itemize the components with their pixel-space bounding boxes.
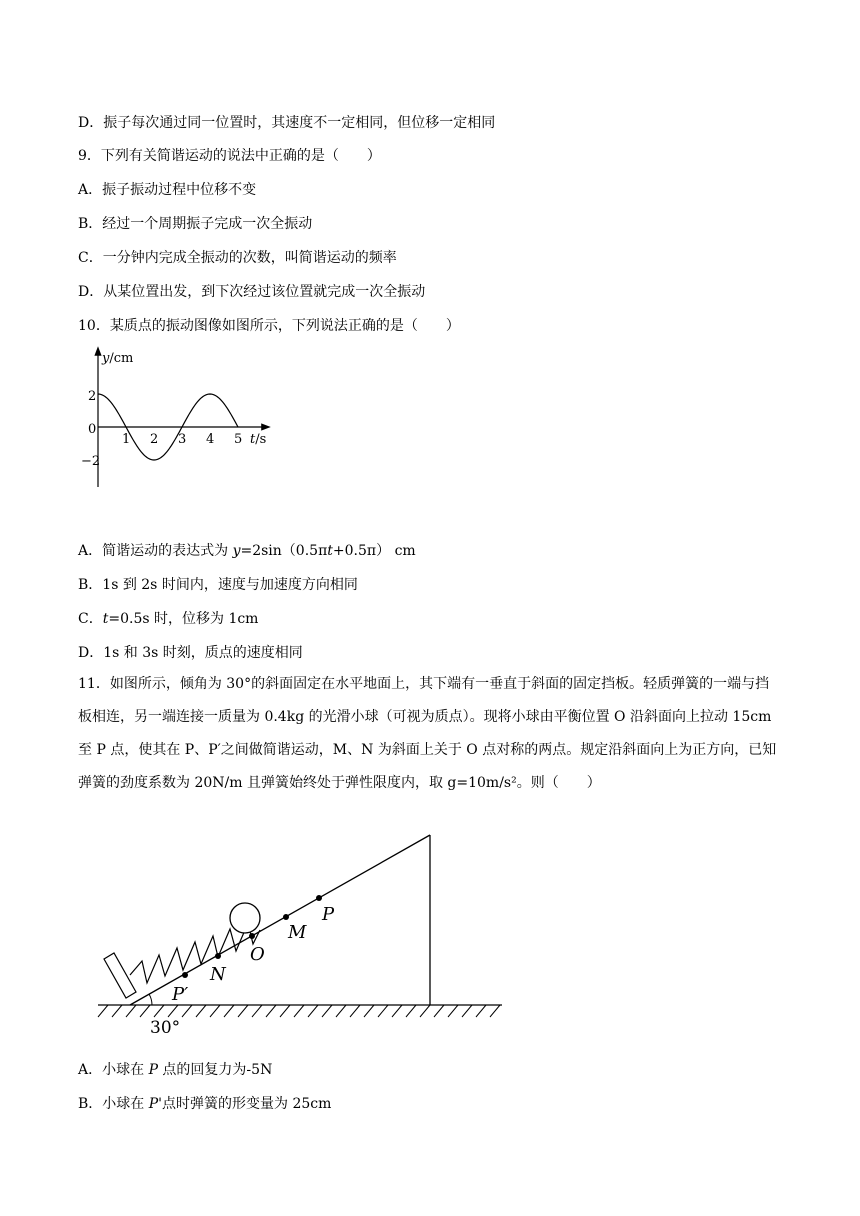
q10-option-b: B．1s 到 2s 时间内，速度与加速度方向相同 bbox=[78, 577, 358, 593]
q11-option-b: B．小球在 P'点时弹簧的形变量为 25cm bbox=[78, 1096, 332, 1112]
label-M: M bbox=[288, 922, 307, 943]
q9-stem: 9．下列有关简谐运动的说法中正确的是（ ） bbox=[78, 148, 381, 164]
incline-figure bbox=[90, 828, 520, 1038]
q9-option-c: C．一分钟内完成全振动的次数，叫简谐运动的频率 bbox=[78, 250, 397, 266]
ball bbox=[230, 903, 260, 933]
label-angle: 30° bbox=[150, 1018, 181, 1038]
q10-option-d: D．1s 和 3s 时刻，质点的速度相同 bbox=[78, 645, 303, 661]
x-tick-2: 2 bbox=[150, 432, 159, 447]
y-axis-label: y/cm bbox=[102, 351, 134, 366]
x-tick-3: 3 bbox=[178, 432, 187, 447]
point-O bbox=[249, 933, 255, 939]
q11-option-a: A．小球在 P 点的回复力为-5N bbox=[78, 1062, 273, 1078]
y-tick-0: 0 bbox=[88, 422, 97, 437]
y-tick-2: 2 bbox=[88, 389, 97, 404]
point-M bbox=[283, 914, 289, 920]
q10-option-a: A．简谐运动的表达式为 y=2sin（0.5πt+0.5π） cm bbox=[78, 543, 416, 559]
q10-stem: 10．某质点的振动图像如图所示，下列说法正确的是（ ） bbox=[78, 318, 460, 334]
incline-surface bbox=[130, 835, 430, 1005]
q8-option-d: D．振子每次通过同一位置时，其速度不一定相同，但位移一定相同 bbox=[78, 115, 496, 131]
point-N bbox=[215, 953, 221, 959]
point-Pprime bbox=[182, 972, 188, 978]
label-O: O bbox=[250, 944, 265, 965]
q11-stem: 11．如图所示，倾角为 30°的斜面固定在水平地面上，其下端有一垂直于斜面的固定挡板。轻质弹簧的一端与挡板相连，另一端连接一质量为 0.4kg 的光滑小球（可视为质点）。现将小球由平衡位置 O 沿斜面向上拉动 15cm 至 P 点，使其在 P、P′之间做简谐运动，M、N 为斜面上关于 O 点对称的两点。规定沿斜面向上为正方向，已知弹簧的劲度系数为 20N/m 且弹簧始终处于弹性限度内，取 g=10m/s²。则（ ） bbox=[78, 676, 777, 791]
label-Pprime: P′ bbox=[172, 984, 189, 1005]
x-tick-5: 5 bbox=[234, 432, 243, 447]
vibration-graph bbox=[78, 345, 278, 495]
q9-option-d: D．从某位置出发，到下次经过该位置就完成一次全振动 bbox=[78, 284, 426, 300]
angle-arc bbox=[149, 994, 152, 1005]
x-axis-label: t/s bbox=[250, 432, 267, 447]
ground-hatch bbox=[98, 1005, 500, 1017]
q9-option-b: B．经过一个周期振子完成一次全振动 bbox=[78, 216, 313, 232]
label-P: P bbox=[322, 904, 335, 925]
x-tick-4: 4 bbox=[206, 432, 215, 447]
label-N: N bbox=[210, 964, 226, 985]
x-tick-1: 1 bbox=[122, 432, 131, 447]
y-tick-neg2: −2 bbox=[81, 454, 101, 469]
point-P bbox=[316, 895, 322, 901]
q9-option-a: A．振子振动过程中位移不变 bbox=[78, 182, 257, 198]
baffle bbox=[104, 953, 136, 998]
q10-option-c: C．t=0.5s 时，位移为 1cm bbox=[78, 611, 259, 627]
